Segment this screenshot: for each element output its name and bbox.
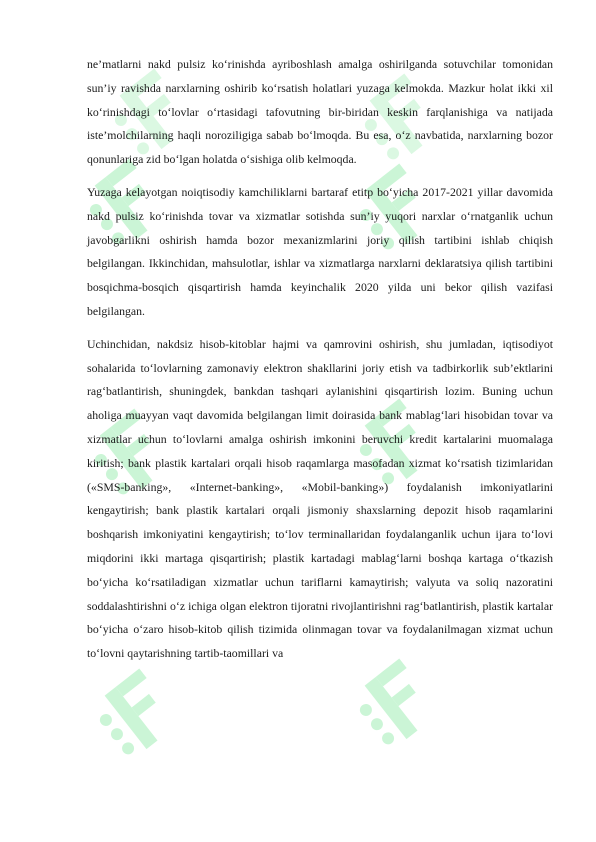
paragraph-2: Yuzaga kelayotgan noiqtisodiy kamchiliklarni bartaraf etitp bo‘yicha 2017-2021 yillar davomida nakd pulsiz ko‘rinishda tovar va xizmatlar sotishda sun’iy yuqori narxlar o‘rnatganlik uchun javobgarlikni oshirish hamda bozor mexanizmlarini joriy qilish tartibini ishlab chiqish belgilangan. Ikkinchidan, mahsulotlar, ishlar va xizmatlarga narxlarni deklaratsiya qilish tartibini bosqichma-bosqich qisqartirish hamda keyinchalik 2020 yilda uni bekor qilish vazifasi belgilangan.	[87, 184, 553, 318]
watermark-logo-icon	[89, 669, 181, 762]
paragraph-1: ne’matlarni nakd pulsiz ko‘rinishda ayriboshlash amalga oshirilganda sotuvchilar tomonidan sun’iy ravishda narxlarning oshirib ko‘rsatish holatlari yuzaga kelmokda. Mazkur holat ikki xil ko‘rinishdagi to‘lovlar o‘rtasidagi tafovutning bir-biridan keskin farqlanishiga va natijada iste’molchilarning haqli noroziligiga sabab bo‘lmoqda. Bu esa, o‘z navbatida, narxlarning bozor qonunlariga zid bo‘lgan holatda o‘sishiga olib kelmoqda.	[87, 57, 553, 167]
paragraph-3: Uchinchidan, nakdsiz hisob-kitoblar hajmi va qamrovini oshirish, shu jumladan, iqtisodiyot sohalarida to‘lovlarning zamonaviy elektron shakllarini joriy etish va tadbirkorlik sub’ektlarini rag‘batlantirish, shuningdek, bankdan tashqari aylanishini qisqartirish lozim. Buning uchun aholiga muayyan vaqt davomida belgilangan limit doirasida bank mablag‘lari hisobidan tovar va xizmatlar uchun to‘lovlarni amalga oshirish imkonini beruvchi kredit kartalarini muomalaga kiritish; bank plastik kartalari orqali hisob raqamlarga masofadan xizmat ko‘rsatish tizimlaridan («SMS-banking», «Internet-banking», «Mobil-banking») foydalanish imkoniyatlarini kengaytirish; bank plastik kartalari orqali jismoniy shaxslarning depozit hisob raqamlarini boshqarish imkoniyatini kengaytirish; to‘lov terminallaridan foydalanganlik uchun ijara to‘lovi miqdorini ikki martaga qisqartirish; plastik kartadagi mablag‘larni boshqa kartaga o‘tkazish bo‘yicha ko‘rsatiladigan xizmatlar uchun tariflarni kamaytirish; valyuta va soliq nazoratini soddalashtirishni o‘z ichiga olgan elektron tijoratni rivojlantirishni rag‘batlantirish, plastik kartalar bo‘yicha o‘zaro hisob-kitob qilish tizimida olinmagan tovar va foydalanilmagan xizmat uchun to‘lovni qaytarishning tartib-taomillari va	[87, 336, 553, 661]
document-body	[87, 53, 553, 675]
